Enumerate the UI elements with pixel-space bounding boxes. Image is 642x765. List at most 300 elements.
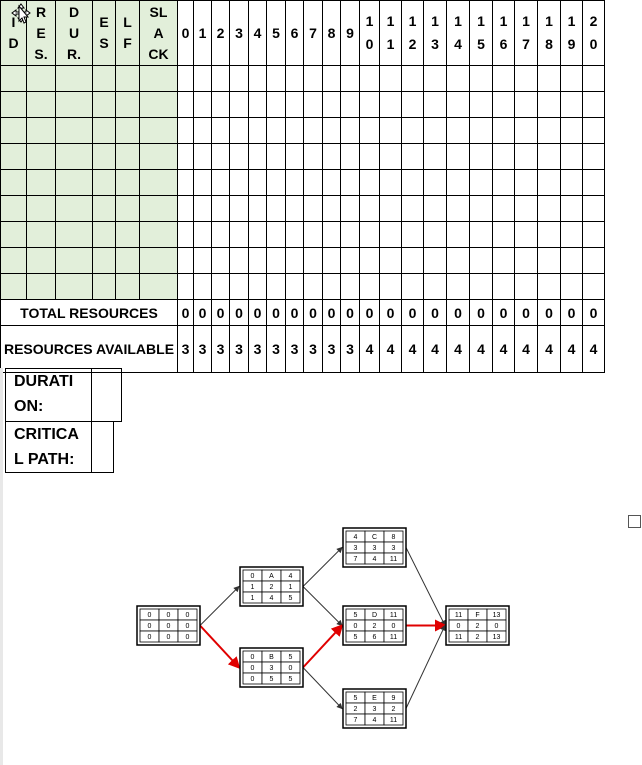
period-header[interactable]	[561, 1, 583, 66]
schedule-cell[interactable]	[515, 196, 538, 222]
schedule-cell[interactable]	[515, 144, 538, 170]
activity-cell[interactable]	[1, 196, 27, 222]
schedule-cell[interactable]	[212, 170, 230, 196]
schedule-cell[interactable]	[380, 170, 402, 196]
schedule-cell[interactable]	[380, 118, 402, 144]
total-resource-value[interactable]: 0	[380, 300, 402, 326]
schedule-cell[interactable]	[178, 222, 194, 248]
activity-cell[interactable]	[93, 196, 116, 222]
available-resource-value[interactable]: 4	[561, 326, 583, 373]
schedule-cell[interactable]	[267, 92, 286, 118]
schedule-cell[interactable]	[230, 118, 249, 144]
schedule-cell[interactable]	[447, 170, 470, 196]
activity-cell[interactable]	[116, 144, 140, 170]
activity-cell[interactable]	[140, 248, 178, 274]
schedule-cell[interactable]	[561, 66, 583, 92]
schedule-cell[interactable]	[493, 274, 515, 300]
period-header[interactable]	[470, 1, 493, 66]
schedule-cell[interactable]	[402, 196, 424, 222]
schedule-cell[interactable]	[249, 274, 267, 300]
schedule-cell[interactable]	[212, 222, 230, 248]
schedule-cell[interactable]	[178, 144, 194, 170]
schedule-cell[interactable]	[178, 274, 194, 300]
schedule-cell[interactable]	[323, 170, 341, 196]
period-header[interactable]	[230, 1, 249, 66]
available-resource-value[interactable]: 4	[538, 326, 561, 373]
total-resource-value[interactable]: 0	[583, 300, 605, 326]
total-resource-value[interactable]: 0	[212, 300, 230, 326]
schedule-cell[interactable]	[538, 170, 561, 196]
activity-cell[interactable]	[56, 118, 93, 144]
schedule-cell[interactable]	[402, 170, 424, 196]
schedule-cell[interactable]	[424, 66, 447, 92]
period-header[interactable]	[341, 1, 360, 66]
schedule-cell[interactable]	[583, 170, 605, 196]
total-resource-value[interactable]: 0	[447, 300, 470, 326]
schedule-cell[interactable]	[194, 170, 212, 196]
schedule-cell[interactable]	[230, 144, 249, 170]
schedule-cell[interactable]	[470, 144, 493, 170]
schedule-cell[interactable]	[249, 118, 267, 144]
schedule-cell[interactable]	[341, 118, 360, 144]
critical-path-value-cell[interactable]	[92, 422, 114, 473]
schedule-cell[interactable]	[212, 274, 230, 300]
schedule-cell[interactable]	[538, 66, 561, 92]
schedule-cell[interactable]	[341, 144, 360, 170]
schedule-cell[interactable]	[515, 118, 538, 144]
activity-cell[interactable]	[93, 222, 116, 248]
schedule-cell[interactable]	[583, 222, 605, 248]
schedule-cell[interactable]	[470, 118, 493, 144]
schedule-cell[interactable]	[286, 66, 304, 92]
schedule-cell[interactable]	[286, 274, 304, 300]
schedule-cell[interactable]	[470, 66, 493, 92]
total-resource-value[interactable]: 0	[360, 300, 380, 326]
schedule-cell[interactable]	[493, 196, 515, 222]
total-resource-value[interactable]: 0	[424, 300, 447, 326]
total-resource-value[interactable]: 0	[194, 300, 212, 326]
schedule-cell[interactable]	[323, 66, 341, 92]
activity-cell[interactable]	[27, 144, 56, 170]
activity-cell[interactable]	[56, 92, 93, 118]
activity-cell[interactable]	[93, 274, 116, 300]
period-header[interactable]	[493, 1, 515, 66]
schedule-cell[interactable]	[304, 274, 323, 300]
schedule-cell[interactable]	[267, 144, 286, 170]
total-resource-value[interactable]: 0	[561, 300, 583, 326]
schedule-cell[interactable]	[341, 222, 360, 248]
schedule-cell[interactable]	[341, 248, 360, 274]
schedule-cell[interactable]	[178, 66, 194, 92]
schedule-cell[interactable]	[304, 222, 323, 248]
schedule-cell[interactable]	[515, 92, 538, 118]
header-es[interactable]	[93, 1, 116, 66]
schedule-cell[interactable]	[493, 92, 515, 118]
available-resource-value[interactable]: 4	[402, 326, 424, 373]
schedule-cell[interactable]	[323, 92, 341, 118]
schedule-cell[interactable]	[178, 196, 194, 222]
schedule-cell[interactable]	[230, 274, 249, 300]
schedule-cell[interactable]	[424, 196, 447, 222]
schedule-cell[interactable]	[538, 222, 561, 248]
total-resource-value[interactable]: 0	[341, 300, 360, 326]
schedule-cell[interactable]	[249, 66, 267, 92]
activity-cell[interactable]	[56, 144, 93, 170]
available-resource-value[interactable]: 4	[360, 326, 380, 373]
header-lf[interactable]	[116, 1, 140, 66]
schedule-cell[interactable]	[583, 118, 605, 144]
total-resource-value[interactable]: 0	[538, 300, 561, 326]
schedule-cell[interactable]	[380, 274, 402, 300]
period-header[interactable]	[447, 1, 470, 66]
header-slack[interactable]	[140, 1, 178, 66]
schedule-cell[interactable]	[424, 92, 447, 118]
activity-cell[interactable]	[140, 196, 178, 222]
schedule-cell[interactable]	[380, 144, 402, 170]
schedule-cell[interactable]	[341, 92, 360, 118]
schedule-cell[interactable]	[178, 248, 194, 274]
schedule-cell[interactable]	[267, 274, 286, 300]
schedule-cell[interactable]	[178, 118, 194, 144]
schedule-cell[interactable]	[341, 274, 360, 300]
available-resource-value[interactable]: 3	[178, 326, 194, 373]
activity-cell[interactable]	[27, 92, 56, 118]
available-resource-value[interactable]: 4	[424, 326, 447, 373]
schedule-cell[interactable]	[380, 196, 402, 222]
schedule-cell[interactable]	[267, 196, 286, 222]
schedule-cell[interactable]	[447, 196, 470, 222]
schedule-cell[interactable]	[583, 144, 605, 170]
activity-cell[interactable]	[56, 66, 93, 92]
schedule-cell[interactable]	[402, 274, 424, 300]
period-header[interactable]	[323, 1, 341, 66]
available-resource-value[interactable]: 3	[212, 326, 230, 373]
schedule-cell[interactable]	[230, 66, 249, 92]
total-resource-value[interactable]: 0	[323, 300, 341, 326]
schedule-cell[interactable]	[304, 118, 323, 144]
schedule-cell[interactable]	[323, 118, 341, 144]
schedule-cell[interactable]	[212, 118, 230, 144]
schedule-cell[interactable]	[538, 92, 561, 118]
activity-cell[interactable]	[93, 248, 116, 274]
activity-cell[interactable]	[140, 144, 178, 170]
available-resource-value[interactable]: 3	[194, 326, 212, 373]
schedule-cell[interactable]	[424, 222, 447, 248]
schedule-cell[interactable]	[194, 248, 212, 274]
schedule-cell[interactable]	[402, 144, 424, 170]
schedule-cell[interactable]	[194, 274, 212, 300]
schedule-cell[interactable]	[493, 248, 515, 274]
activity-cell[interactable]	[27, 222, 56, 248]
schedule-cell[interactable]	[583, 274, 605, 300]
schedule-cell[interactable]	[304, 196, 323, 222]
schedule-cell[interactable]	[360, 118, 380, 144]
available-resource-value[interactable]: 3	[267, 326, 286, 373]
schedule-cell[interactable]	[380, 222, 402, 248]
schedule-cell[interactable]	[230, 92, 249, 118]
schedule-cell[interactable]	[286, 144, 304, 170]
schedule-cell[interactable]	[493, 144, 515, 170]
schedule-cell[interactable]	[178, 92, 194, 118]
schedule-cell[interactable]	[447, 248, 470, 274]
schedule-cell[interactable]	[402, 92, 424, 118]
schedule-cell[interactable]	[230, 196, 249, 222]
schedule-cell[interactable]	[249, 144, 267, 170]
available-resource-value[interactable]: 3	[286, 326, 304, 373]
available-resource-value[interactable]: 4	[447, 326, 470, 373]
schedule-cell[interactable]	[470, 248, 493, 274]
schedule-cell[interactable]	[323, 248, 341, 274]
schedule-cell[interactable]	[583, 196, 605, 222]
schedule-cell[interactable]	[424, 274, 447, 300]
schedule-cell[interactable]	[424, 118, 447, 144]
activity-cell[interactable]	[93, 66, 116, 92]
total-resource-value[interactable]: 0	[493, 300, 515, 326]
schedule-cell[interactable]	[583, 92, 605, 118]
schedule-cell[interactable]	[212, 66, 230, 92]
schedule-cell[interactable]	[424, 248, 447, 274]
activity-cell[interactable]	[1, 170, 27, 196]
activity-cell[interactable]	[56, 170, 93, 196]
period-header[interactable]	[194, 1, 212, 66]
schedule-cell[interactable]	[380, 66, 402, 92]
schedule-cell[interactable]	[249, 92, 267, 118]
schedule-cell[interactable]	[561, 274, 583, 300]
schedule-cell[interactable]	[360, 92, 380, 118]
schedule-cell[interactable]	[230, 222, 249, 248]
schedule-cell[interactable]	[402, 222, 424, 248]
available-resource-value[interactable]: 3	[304, 326, 323, 373]
schedule-cell[interactable]	[493, 222, 515, 248]
schedule-cell[interactable]	[402, 118, 424, 144]
available-resource-value[interactable]: 3	[341, 326, 360, 373]
schedule-cell[interactable]	[583, 248, 605, 274]
schedule-cell[interactable]	[194, 222, 212, 248]
schedule-cell[interactable]	[470, 274, 493, 300]
schedule-cell[interactable]	[230, 248, 249, 274]
activity-cell[interactable]	[1, 222, 27, 248]
activity-cell[interactable]	[1, 118, 27, 144]
schedule-cell[interactable]	[323, 144, 341, 170]
schedule-cell[interactable]	[561, 248, 583, 274]
schedule-cell[interactable]	[212, 92, 230, 118]
period-header[interactable]	[402, 1, 424, 66]
activity-cell[interactable]	[27, 66, 56, 92]
total-resource-value[interactable]: 0	[178, 300, 194, 326]
schedule-cell[interactable]	[360, 222, 380, 248]
schedule-cell[interactable]	[304, 144, 323, 170]
activity-cell[interactable]	[116, 196, 140, 222]
activity-cell[interactable]	[1, 66, 27, 92]
schedule-cell[interactable]	[212, 248, 230, 274]
total-resource-value[interactable]: 0	[267, 300, 286, 326]
activity-cell[interactable]	[116, 170, 140, 196]
schedule-cell[interactable]	[493, 66, 515, 92]
schedule-cell[interactable]	[447, 222, 470, 248]
schedule-cell[interactable]	[360, 248, 380, 274]
schedule-cell[interactable]	[515, 170, 538, 196]
activity-cell[interactable]	[93, 118, 116, 144]
period-header[interactable]	[360, 1, 380, 66]
schedule-cell[interactable]	[194, 196, 212, 222]
schedule-cell[interactable]	[341, 170, 360, 196]
period-header[interactable]	[583, 1, 605, 66]
schedule-cell[interactable]	[194, 66, 212, 92]
schedule-cell[interactable]	[538, 196, 561, 222]
available-resource-value[interactable]: 4	[583, 326, 605, 373]
schedule-cell[interactable]	[267, 248, 286, 274]
schedule-cell[interactable]	[561, 144, 583, 170]
schedule-cell[interactable]	[194, 92, 212, 118]
schedule-cell[interactable]	[493, 118, 515, 144]
activity-cell[interactable]	[140, 274, 178, 300]
period-header[interactable]	[249, 1, 267, 66]
available-resource-value[interactable]: 4	[470, 326, 493, 373]
schedule-cell[interactable]	[538, 118, 561, 144]
schedule-cell[interactable]	[304, 66, 323, 92]
activity-cell[interactable]	[56, 222, 93, 248]
schedule-cell[interactable]	[249, 196, 267, 222]
schedule-cell[interactable]	[304, 92, 323, 118]
period-header[interactable]	[304, 1, 323, 66]
activity-cell[interactable]	[27, 118, 56, 144]
schedule-cell[interactable]	[323, 196, 341, 222]
activity-cell[interactable]	[93, 170, 116, 196]
schedule-cell[interactable]	[249, 248, 267, 274]
schedule-cell[interactable]	[230, 170, 249, 196]
margin-checkbox[interactable]	[628, 515, 641, 528]
schedule-cell[interactable]	[470, 196, 493, 222]
available-resource-value[interactable]: 3	[230, 326, 249, 373]
activity-cell[interactable]	[140, 170, 178, 196]
schedule-cell[interactable]	[561, 170, 583, 196]
schedule-cell[interactable]	[561, 92, 583, 118]
activity-cell[interactable]	[116, 66, 140, 92]
schedule-cell[interactable]	[286, 196, 304, 222]
schedule-cell[interactable]	[360, 274, 380, 300]
activity-cell[interactable]	[116, 118, 140, 144]
schedule-cell[interactable]	[267, 170, 286, 196]
schedule-cell[interactable]	[447, 92, 470, 118]
schedule-cell[interactable]	[286, 118, 304, 144]
schedule-cell[interactable]	[538, 248, 561, 274]
total-resource-value[interactable]: 0	[402, 300, 424, 326]
period-header[interactable]	[212, 1, 230, 66]
available-resource-value[interactable]: 3	[323, 326, 341, 373]
activity-cell[interactable]	[27, 248, 56, 274]
activity-cell[interactable]	[1, 92, 27, 118]
activity-cell[interactable]	[140, 66, 178, 92]
schedule-cell[interactable]	[178, 170, 194, 196]
activity-cell[interactable]	[56, 248, 93, 274]
schedule-cell[interactable]	[561, 118, 583, 144]
activity-cell[interactable]	[116, 248, 140, 274]
period-header[interactable]	[380, 1, 402, 66]
activity-cell[interactable]	[93, 92, 116, 118]
schedule-cell[interactable]	[194, 118, 212, 144]
schedule-cell[interactable]	[402, 66, 424, 92]
activity-cell[interactable]	[93, 144, 116, 170]
activity-cell[interactable]	[1, 274, 27, 300]
schedule-cell[interactable]	[583, 66, 605, 92]
schedule-cell[interactable]	[561, 222, 583, 248]
schedule-cell[interactable]	[249, 222, 267, 248]
schedule-cell[interactable]	[286, 92, 304, 118]
schedule-cell[interactable]	[341, 66, 360, 92]
schedule-cell[interactable]	[323, 274, 341, 300]
activity-cell[interactable]	[1, 144, 27, 170]
period-header[interactable]	[178, 1, 194, 66]
activity-cell[interactable]	[27, 196, 56, 222]
schedule-cell[interactable]	[212, 196, 230, 222]
schedule-cell[interactable]	[267, 222, 286, 248]
schedule-cell[interactable]	[493, 170, 515, 196]
total-resource-value[interactable]: 0	[249, 300, 267, 326]
schedule-cell[interactable]	[194, 144, 212, 170]
activity-cell[interactable]	[116, 222, 140, 248]
schedule-cell[interactable]	[249, 170, 267, 196]
available-resource-value[interactable]: 4	[515, 326, 538, 373]
activity-cell[interactable]	[116, 274, 140, 300]
schedule-cell[interactable]	[515, 222, 538, 248]
period-header[interactable]	[515, 1, 538, 66]
schedule-cell[interactable]	[424, 144, 447, 170]
schedule-cell[interactable]	[360, 196, 380, 222]
schedule-cell[interactable]	[447, 274, 470, 300]
schedule-cell[interactable]	[360, 170, 380, 196]
schedule-cell[interactable]	[470, 222, 493, 248]
schedule-cell[interactable]	[341, 196, 360, 222]
available-resource-value[interactable]: 3	[249, 326, 267, 373]
schedule-cell[interactable]	[360, 144, 380, 170]
schedule-cell[interactable]	[515, 248, 538, 274]
schedule-cell[interactable]	[212, 144, 230, 170]
period-header[interactable]	[267, 1, 286, 66]
schedule-cell[interactable]	[447, 66, 470, 92]
activity-cell[interactable]	[140, 222, 178, 248]
schedule-cell[interactable]	[267, 118, 286, 144]
activity-cell[interactable]	[27, 274, 56, 300]
schedule-cell[interactable]	[470, 92, 493, 118]
schedule-cell[interactable]	[515, 66, 538, 92]
activity-cell[interactable]	[140, 118, 178, 144]
available-resource-value[interactable]: 4	[380, 326, 402, 373]
activity-cell[interactable]	[140, 92, 178, 118]
activity-cell[interactable]	[1, 248, 27, 274]
schedule-cell[interactable]	[515, 274, 538, 300]
schedule-cell[interactable]	[304, 248, 323, 274]
total-resource-value[interactable]: 0	[515, 300, 538, 326]
activity-cell[interactable]	[56, 196, 93, 222]
schedule-cell[interactable]	[447, 118, 470, 144]
schedule-cell[interactable]	[267, 66, 286, 92]
schedule-cell[interactable]	[360, 66, 380, 92]
schedule-cell[interactable]	[538, 274, 561, 300]
schedule-cell[interactable]	[380, 92, 402, 118]
schedule-cell[interactable]	[538, 144, 561, 170]
schedule-cell[interactable]	[470, 170, 493, 196]
schedule-cell[interactable]	[380, 248, 402, 274]
period-header[interactable]	[424, 1, 447, 66]
available-resource-value[interactable]: 4	[493, 326, 515, 373]
schedule-cell[interactable]	[286, 248, 304, 274]
schedule-cell[interactable]	[323, 222, 341, 248]
total-resource-value[interactable]: 0	[286, 300, 304, 326]
duration-value-cell[interactable]	[92, 369, 122, 422]
activity-cell[interactable]	[56, 274, 93, 300]
total-resource-value[interactable]: 0	[304, 300, 323, 326]
total-resource-value[interactable]: 0	[470, 300, 493, 326]
